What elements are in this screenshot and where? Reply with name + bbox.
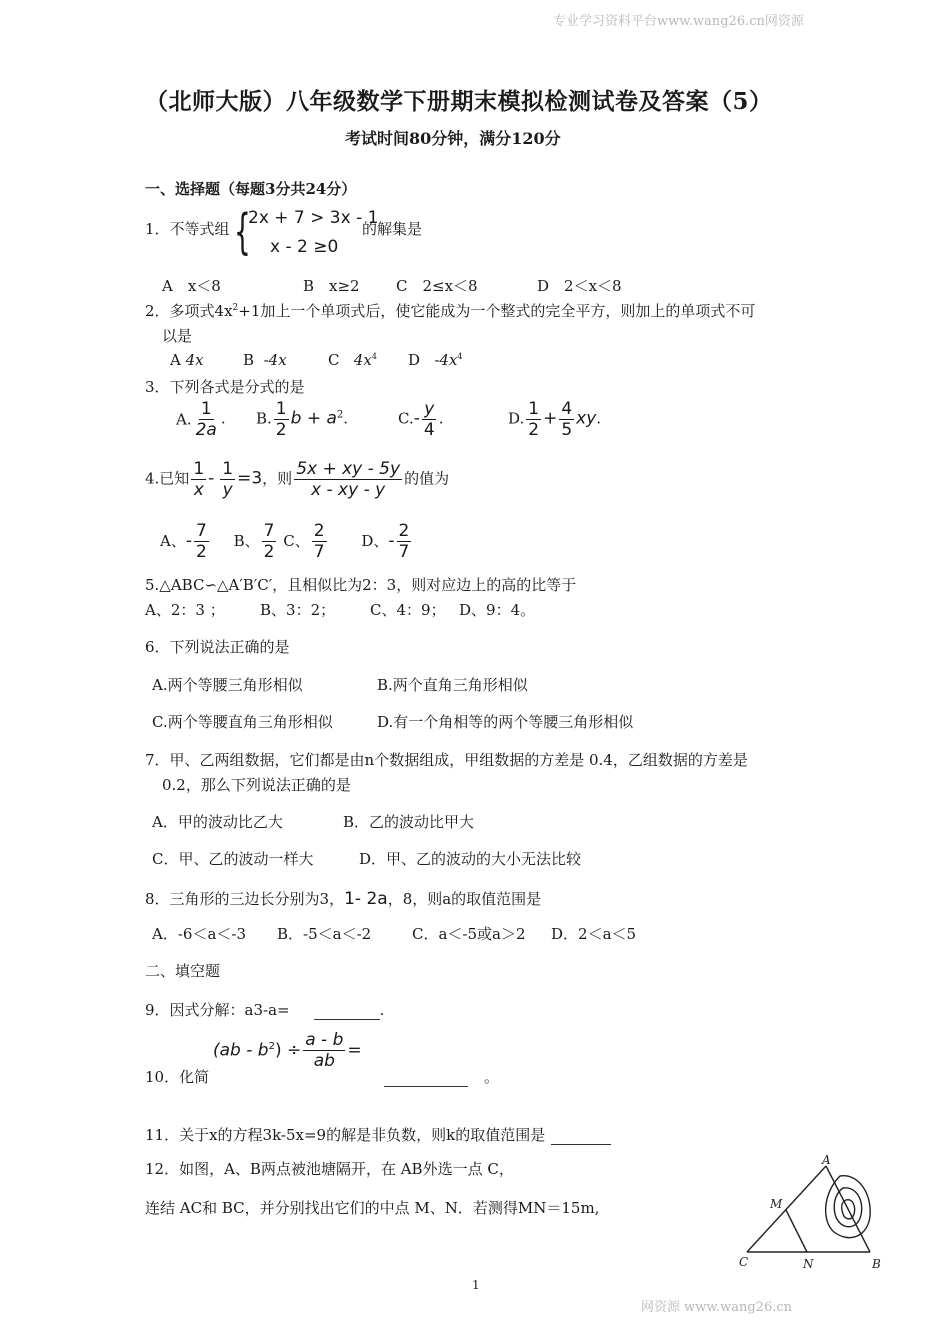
watermark-bottom: 网资源 www.wang26.cn: [641, 1300, 793, 1315]
q7-line-1: 7．甲、乙两组数据，它们都是由n个数据组成，甲组数据的方差是 0.4，乙组数据的方差是: [145, 751, 748, 769]
q1-option-d: D 2＜x＜8: [537, 277, 622, 295]
q11-answer-blank: [551, 1130, 611, 1145]
q4-option-a: A、- $\frac{7}{2}$: [160, 521, 207, 562]
q6-option-c: C.两个等腰直角三角形相似: [152, 713, 333, 731]
section-choice-heading: 一、选择题（每题3分共24分）: [145, 180, 357, 198]
q3-stem: 3．下列各式是分式的是: [145, 378, 305, 396]
q8-stem: 8．三角形的三边长分别为3，1- 2a，8，则a的取值范围是: [145, 889, 542, 909]
q5-option-c: C、4：9；: [370, 601, 446, 619]
q10-answer: 。: [384, 1066, 499, 1087]
pond-outer-contour: [826, 1176, 871, 1238]
q7-option-c: C．甲、乙的波动一样大: [152, 850, 314, 868]
q2-line-2: 以是: [162, 327, 193, 345]
q2-option-b: B -4x: [243, 351, 287, 369]
q9-answer-blank: [314, 1005, 380, 1020]
page-number: 1: [472, 1278, 480, 1292]
q8-option-c: C．a＜-5或a＞2: [412, 925, 526, 943]
side-ab: [826, 1166, 870, 1252]
q1-brace: {: [234, 204, 251, 260]
q3-option-a: A. $\frac{1}{2a}$ .: [176, 399, 226, 440]
q7-option-a: A．甲的波动比乙大: [152, 813, 283, 831]
label-m: M: [770, 1197, 783, 1211]
q1-option-b: B x≥2: [303, 277, 360, 295]
label-c: C: [739, 1255, 749, 1269]
side-ca: [747, 1166, 826, 1252]
q4-option-c: C、 $\frac{2}{7}$: [283, 521, 325, 562]
label-a: A: [822, 1153, 831, 1167]
page-title: （北师大版）八年级数学下册期末模拟检测试卷及答案（5）: [145, 88, 773, 115]
q8-option-a: A．-6＜a＜-3: [152, 925, 246, 943]
q6-option-b: B.两个直角三角形相似: [377, 676, 528, 694]
label-n: N: [803, 1257, 814, 1271]
q4-stem: 4.已知 $\frac{1}{x}$ - $\frac{1}{y}$ =3，则 $\frac{5x + xy - 5y}{x - xy - y}$ 的值为: [145, 459, 450, 500]
q3-option-c: C.- $\frac{y}{4}$ .: [398, 399, 444, 440]
q10-expression: $(ab - b^2)$ ÷ $\frac{a - b}{ab}$ =: [213, 1030, 362, 1071]
q1-option-a: A x＜8: [162, 277, 221, 295]
q5-option-b: B、3：2；: [260, 601, 336, 619]
q1-inequality-1: 2x + 7 > 3x - 1: [248, 208, 379, 228]
segment-mn: [786, 1210, 807, 1252]
q10-prefix: 10．化简: [145, 1068, 210, 1086]
q10-answer-blank: [384, 1072, 468, 1087]
q5-option-d: D、9：4。: [459, 601, 536, 619]
q8-option-d: D．2＜a＜5: [551, 925, 637, 943]
q4-option-b: B、 $\frac{7}{2}$: [233, 521, 275, 562]
q3-option-b: B. $\frac{1}{2}$ $b + a^2$.: [256, 399, 349, 440]
q7-line-2: 0.2，那么下列说法正确的是: [162, 776, 351, 794]
q7-option-d: D．甲、乙的波动的大小无法比较: [359, 850, 582, 868]
label-b: B: [872, 1257, 881, 1271]
q7-option-b: B．乙的波动比甲大: [343, 813, 475, 831]
q4-option-d: D、- $\frac{2}{7}$: [361, 521, 410, 562]
q2-line-1: 2．多项式$4x^2+1$加上一个单项式后，使它能成为一个整式的完全平方，则加上的单项式不可: [145, 302, 756, 320]
q8-option-b: B．-5＜a＜-2: [277, 925, 372, 943]
q3-option-d: D. $\frac{1}{2}$ + $\frac{4}{5}$ xy.: [508, 399, 602, 440]
q1-suffix: 的解集是: [362, 220, 423, 238]
q2-option-d: D $-4x^4$: [408, 351, 463, 369]
q2-option-c: C $4x^4$: [328, 351, 377, 369]
q6-option-d: D.有一个角相等的两个等腰三角形相似: [377, 713, 634, 731]
page-subtitle: 考试时间80分钟，满分120分: [345, 129, 561, 148]
q1-option-c: C 2≤x＜8: [396, 277, 478, 295]
q5-option-a: A、2：3 ；: [145, 601, 225, 619]
q12-triangle-pond-figure: [730, 1148, 890, 1273]
q5-stem: 5.△ABC∽△A′B′C′，且相似比为2：3，则对应边上的高的比等于: [145, 576, 577, 594]
q4-options: [160, 521, 413, 562]
q1-inequality-2: x - 2 ≥0: [270, 237, 339, 257]
q12-line-2: 连结 AC和 BC，并分别找出它们的中点 M、N．若测得MN＝15m,: [145, 1199, 600, 1217]
q9-stem: 9．因式分解：a3-a= .: [145, 1001, 385, 1019]
watermark-top: 专业学习资料平台www.wang26.cn网资源: [553, 14, 804, 29]
q6-option-a: A.两个等腰三角形相似: [152, 676, 303, 694]
section-fill-heading: 二、填空题: [145, 962, 221, 980]
q6-stem: 6．下列说法正确的是: [145, 638, 290, 656]
q2-option-a: A 4x: [170, 351, 204, 369]
q12-line-1: 12．如图，A、B两点被池塘隔开，在 AB外选一点 C，: [145, 1160, 514, 1178]
q11-stem: 11．关于x的方程3k-5x=9的解是非负数，则k的取值范围是: [145, 1124, 611, 1145]
q1-prefix: 1．不等式组: [145, 220, 230, 238]
